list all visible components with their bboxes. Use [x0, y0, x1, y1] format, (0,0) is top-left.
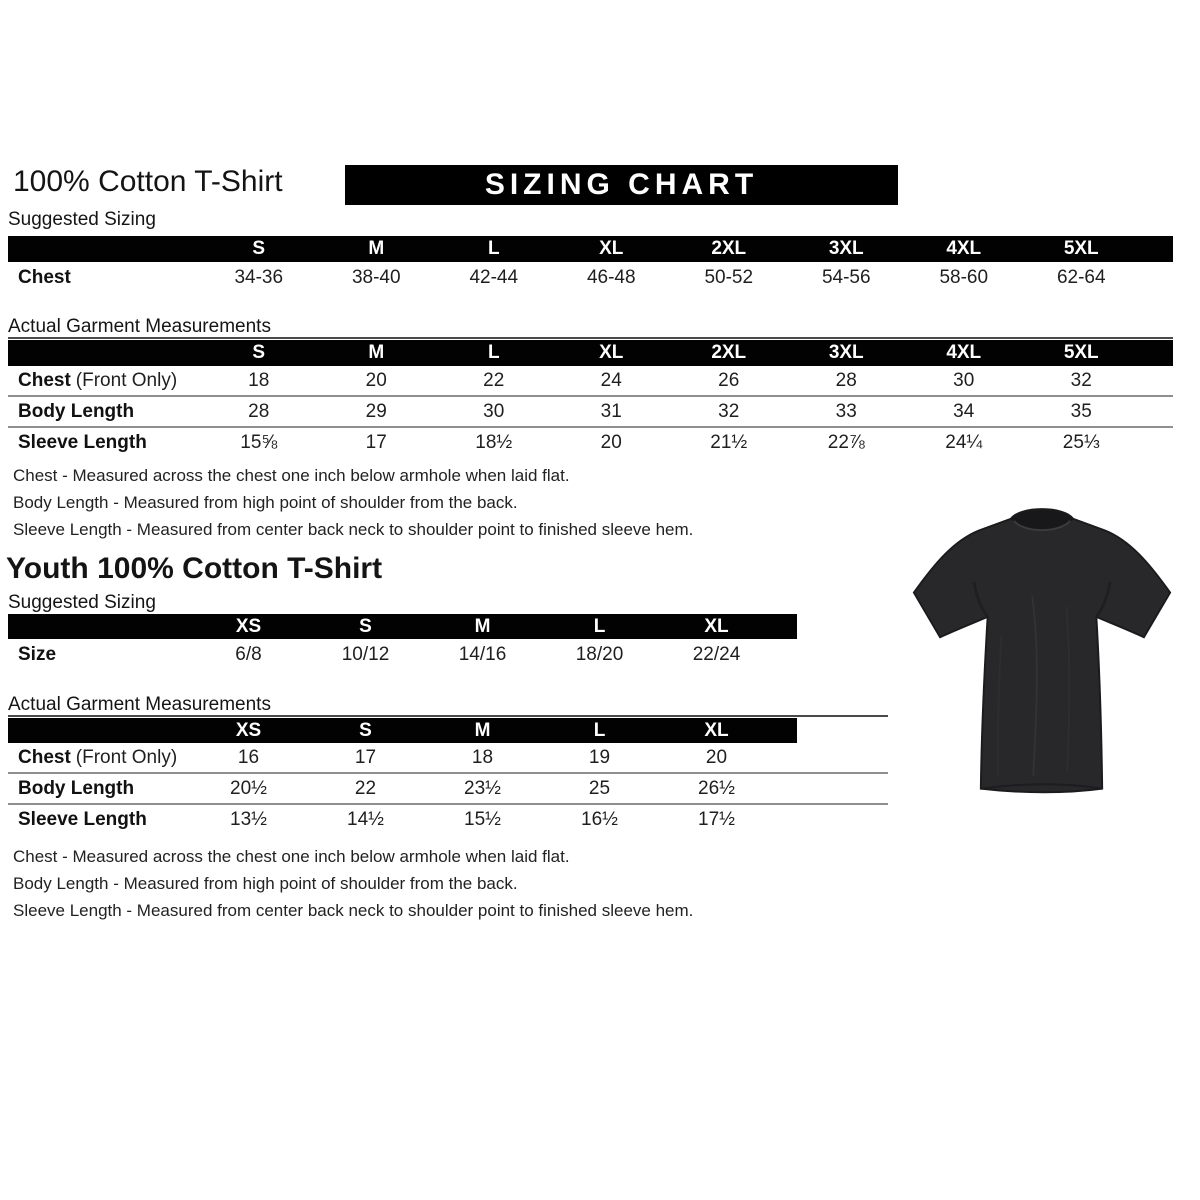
measurement-value: 29: [365, 400, 387, 422]
adult-actual-header-row: [8, 340, 1173, 366]
youth-actual-measurements-table: [8, 715, 888, 834]
size-column-header: 4XL: [946, 342, 982, 363]
measurement-value: 26½: [698, 777, 735, 799]
size-column-header: S: [359, 719, 372, 741]
row-label-note: (Front Only): [75, 746, 178, 768]
black-tshirt-photo: [886, 480, 1198, 810]
size-column-header: XS: [235, 719, 262, 741]
youth-measurement-notes: [13, 843, 693, 924]
measurement-value: 22: [354, 777, 377, 799]
youth-suggested-sizing-label: Suggested Sizing: [8, 592, 156, 613]
measurement-value: 32: [1070, 369, 1092, 391]
measurement-value: 13½: [230, 808, 267, 830]
measurement-value: 34-36: [234, 266, 284, 288]
youth-suggested-sizing-table: [8, 614, 888, 670]
table-row: [8, 262, 1173, 293]
note-line: Chest - Measured across the chest one inch below armhole when laid flat.: [13, 466, 570, 485]
measurement-value: 16½: [581, 808, 618, 830]
table-row: [8, 803, 888, 834]
youth-actual-measurements-label: Actual Garment Measurements: [8, 694, 271, 715]
note-line: Sleeve Length - Measured from center back neck to shoulder point to finished sleeve hem.: [13, 520, 694, 539]
measurement-value: 17½: [698, 808, 735, 830]
table-row: [8, 772, 888, 803]
size-column-header: XL: [599, 342, 624, 363]
size-column-header: M: [368, 238, 385, 259]
table-top-rule: [8, 715, 888, 717]
measurement-value: 20½: [230, 777, 267, 799]
measurement-value: 24: [600, 369, 622, 391]
measurement-value: 23½: [464, 777, 501, 799]
size-column-header: 3XL: [828, 238, 864, 259]
note-line: Body Length - Measured from high point of shoulder from the back.: [13, 493, 518, 512]
size-column-header: XS: [235, 615, 262, 637]
youth-actual-header-row: [8, 718, 797, 743]
tshirt-graphic: [886, 480, 1198, 810]
measurement-value: 21½: [710, 431, 748, 453]
measurement-value: 26: [718, 369, 740, 391]
measurement-value: 31: [600, 400, 622, 422]
size-column-header: 5XL: [1063, 238, 1099, 259]
sizing-chart-banner: [345, 165, 898, 205]
measurement-value: 34: [953, 400, 975, 422]
size-column-header: M: [474, 719, 491, 741]
row-label: [8, 809, 190, 831]
size-column-header: L: [593, 719, 606, 741]
row-label-main: Body Length: [18, 400, 135, 422]
adult-section-title: 100% Cotton T-Shirt: [13, 165, 283, 198]
size-column-header: L: [487, 342, 500, 363]
table-row: [8, 426, 1173, 457]
adult-actual-measurements-label: Actual Garment Measurements: [8, 316, 271, 337]
size-column-header: S: [252, 342, 266, 363]
row-label: [8, 778, 190, 800]
measurement-value: 38-40: [351, 266, 401, 288]
measurement-value: 17: [365, 431, 387, 453]
measurement-value: 15⅝: [240, 431, 278, 453]
measurement-value: 18: [248, 369, 270, 391]
youth-suggested-header-row: [8, 614, 797, 639]
size-column-header: L: [593, 615, 606, 637]
measurement-value: 46-48: [586, 266, 636, 288]
table-row: [8, 639, 888, 670]
note-line: Chest - Measured across the chest one inch below armhole when laid flat.: [13, 847, 570, 866]
row-label-main: Body Length: [18, 777, 135, 799]
row-label-main: Sleeve Length: [18, 808, 147, 830]
note-line: Body Length - Measured from high point of shoulder from the back.: [13, 874, 518, 893]
row-label: [8, 370, 200, 392]
measurement-value: 22/24: [692, 643, 741, 665]
row-label: [8, 401, 200, 423]
measurement-value: 18½: [475, 431, 513, 453]
table-row: [8, 366, 1173, 395]
measurement-value: 62-64: [1056, 266, 1106, 288]
measurement-value: 18/20: [575, 643, 624, 665]
size-column-header: M: [368, 342, 385, 363]
size-column-header: 2XL: [711, 342, 747, 363]
table-row: [8, 395, 1173, 426]
adult-suggested-header-row: [8, 236, 1173, 262]
measurement-value: 16: [237, 746, 260, 768]
adult-actual-measurements-table: [8, 337, 1173, 457]
youth-section-title: Youth 100% Cotton T-Shirt: [6, 552, 383, 585]
measurement-value: 14½: [347, 808, 384, 830]
row-label: Chest: [18, 266, 71, 288]
row-label-main: Sleeve Length: [18, 431, 147, 453]
measurement-value: 25: [588, 777, 611, 799]
table-top-rule: [8, 337, 1173, 339]
adult-suggested-sizing-label: Suggested Sizing: [8, 209, 156, 230]
measurement-value: 18: [471, 746, 494, 768]
table-row: [8, 743, 888, 772]
size-column-header: 2XL: [711, 238, 747, 259]
measurement-value: 25⅓: [1062, 431, 1100, 453]
measurement-value: 6/8: [235, 643, 262, 665]
measurement-value: 33: [835, 400, 857, 422]
size-column-header: XL: [704, 719, 729, 741]
row-label: Size: [18, 643, 57, 665]
row-label-main: Chest: [18, 746, 71, 768]
measurement-value: 20: [600, 431, 622, 453]
measurement-value: 28: [835, 369, 857, 391]
adult-measurement-notes: [13, 462, 693, 543]
row-label: [8, 747, 190, 769]
size-column-header: L: [487, 238, 500, 259]
size-column-header: XL: [704, 615, 729, 637]
measurement-value: 10/12: [341, 643, 390, 665]
size-column-header: 3XL: [828, 342, 864, 363]
size-column-header: XL: [599, 238, 624, 259]
measurement-value: 17: [354, 746, 377, 768]
measurement-value: 30: [953, 369, 975, 391]
measurement-value: 32: [718, 400, 740, 422]
measurement-value: 19: [588, 746, 611, 768]
size-column-header: 4XL: [946, 238, 982, 259]
measurement-value: 20: [365, 369, 387, 391]
measurement-value: 20: [705, 746, 728, 768]
measurement-value: 42-44: [469, 266, 519, 288]
measurement-value: 24¼: [945, 431, 983, 453]
size-column-header: S: [359, 615, 372, 637]
size-column-header: M: [474, 615, 491, 637]
size-column-header: 5XL: [1063, 342, 1099, 363]
measurement-value: 50-52: [704, 266, 754, 288]
measurement-value: 30: [483, 400, 505, 422]
note-line: Sleeve Length - Measured from center back neck to shoulder point to finished sleeve hem.: [13, 901, 694, 920]
measurement-value: 28: [248, 400, 270, 422]
size-column-header: S: [252, 238, 266, 259]
measurement-value: 35: [1070, 400, 1092, 422]
row-label-note: (Front Only): [75, 369, 178, 391]
measurement-value: 54-56: [821, 266, 871, 288]
measurement-value: 58-60: [939, 266, 989, 288]
measurement-value: 15½: [464, 808, 501, 830]
adult-suggested-sizing-table: [8, 236, 1173, 293]
sizing-chart-banner-text: SIZING CHART: [484, 168, 759, 201]
measurement-value: 22: [483, 369, 505, 391]
row-label: [8, 432, 200, 454]
measurement-value: 22⅞: [827, 431, 865, 453]
row-label-main: Chest: [18, 369, 71, 391]
measurement-value: 14/16: [458, 643, 507, 665]
